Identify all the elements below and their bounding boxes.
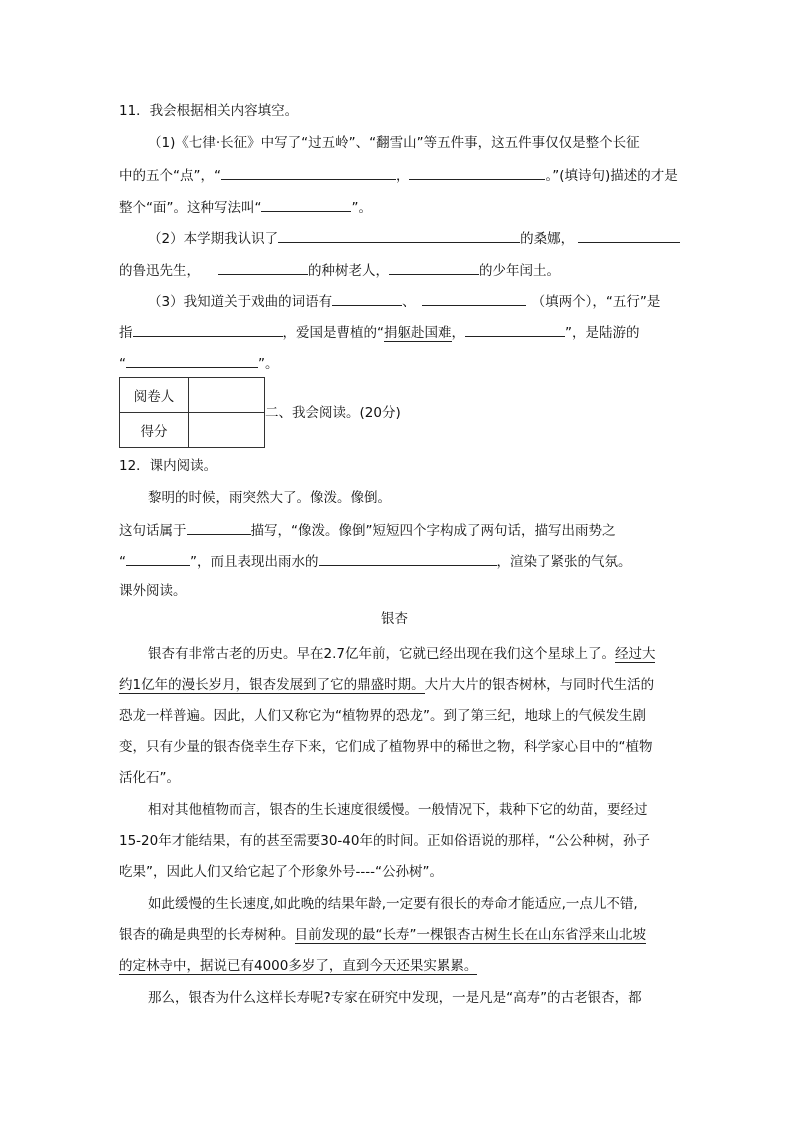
article-p3-line1: 如此缓慢的生长速度,如此晚的结果年龄,一定要有很长的寿命才能适应,一点儿不错, [148,896,638,912]
article-p2-line3: 吃果”，因此人们又给它起了个形象外号----“公孙树”。 [119,864,443,880]
q11-part2-line1: （2）本学期我认识了 的桑娜， [148,228,680,248]
blank-field[interactable] [319,551,497,566]
q11-part3-line2: 指 ，爱国是曹植的“捐躯赴国难， ”，是陆游的 [119,322,640,342]
section-heading: 二、我会阅读。(20分) [265,405,401,421]
article-p3-line3 [119,957,477,975]
article-p1-line4: 变，只有少量的银杏侥幸生存下来，它们成了植物界中的稀世之物，科学家心目中的“植物 [119,739,653,755]
blank-field[interactable] [126,353,258,368]
q11-part3-line3: “ ”。 [119,353,279,373]
article-p3-line2: 银杏的确是典型的长寿树种。目前发现的最“长寿”一棵银杏古树生长在山东省浮来山北坡 [119,927,646,943]
blank-field[interactable] [409,165,545,180]
article-p1-line2: 约1亿年的漫长岁月，银杏发展到了它的鼎盛时期。大片大片的银杏树林，与同时代生活的 [119,677,655,693]
q11-part3-line1: （3）我知道关于戏曲的词语有 、 （填两个），“五行”是 [148,291,660,311]
blank-field[interactable] [332,291,402,306]
underlined-sentence: 经过大 [614,646,656,662]
q11-part1-line1: （1)《七律·长征》中写了“过五岭”、“翻雪山”等五件事，这五件事仅仅是整个长征 [148,135,640,151]
blank-field[interactable] [422,291,526,306]
blank-field[interactable] [261,197,351,212]
blank-field[interactable] [187,520,251,535]
reviewer-label: 阅卷人 [120,378,189,413]
blank-field[interactable] [218,260,308,275]
blank-field[interactable] [465,322,565,337]
article-p1-line5: 活化石”。 [119,770,180,786]
underlined-sentence: 的定林寺中，据说已有4000多岁了，直到今天还果实累累。 [119,958,478,974]
score-table [119,377,265,448]
q11-part2-line2: 的鲁迅先生， 的种树老人， 的少年闰土。 [119,260,560,280]
article-title: 银杏 [381,611,408,627]
q12-heading: 12．课内阅读。 [119,458,218,474]
article-p1-line1: 银杏有非常古老的历史。早在2.7亿年前，它就已经出现在我们这个星球上了。经过大 [148,646,656,662]
blank-field[interactable] [578,228,680,243]
blank-field[interactable] [389,260,479,275]
blank-field[interactable] [278,228,520,243]
score-label: 得分 [120,413,189,448]
article-p1-line3: 恐龙一样普遍。因此，人们又称它为“植物界的恐龙”。到了第三纪，地球上的气候发生剧 [119,708,646,724]
article-p2-line1: 相对其他植物而言，银杏的生长速度很缓慢。一般情况下，栽种下它的幼苗，要经过 [148,802,648,818]
q11-heading: 11．我会根据相关内容填空。 [119,103,299,119]
score-cell[interactable] [189,413,265,448]
q11-part1-line2: 中的五个“点”，“ ， 。”(填诗句)描述的才是 [119,165,678,185]
article-p2-line2: 15-20年才能结果，有的甚至需要30-40年的时间。正如俗语说的那样，“公公种树，孙子 [119,833,650,849]
reviewer-cell[interactable] [189,378,265,413]
q12-line1: 这句话属于 描写，“像泼。像倒”短短四个字构成了两句话，描写出雨势之 [119,520,616,540]
q12-quote: 黎明的时候，雨突然大了。像泼。像倒。 [148,490,391,506]
article-p4-line1: 那么，银杏为什么这样长寿呢?专家在研究中发现，一是凡是“高寿”的古老银杏，都 [148,990,642,1006]
q12-line2: “ ”，而且表现出雨水的 ，渲染了紧张的气氛。 [119,551,632,571]
blank-field[interactable] [126,551,190,566]
blank-field[interactable] [133,322,283,337]
blank-field[interactable] [221,165,396,180]
underlined-sentence: 目前发现的最“长寿”一棵银杏古树生长在山东省浮来山北坡 [294,927,646,943]
q11-part1-line3: 整个“面”。这种写法叫“ ”。 [119,197,372,217]
underlined-sentence: 约1亿年的漫长岁月，银杏发展到了它的鼎盛时期。 [119,677,425,693]
extra-reading-label: 课外阅读。 [119,583,187,599]
underlined-quote: 捐躯赴国难 [384,325,452,341]
